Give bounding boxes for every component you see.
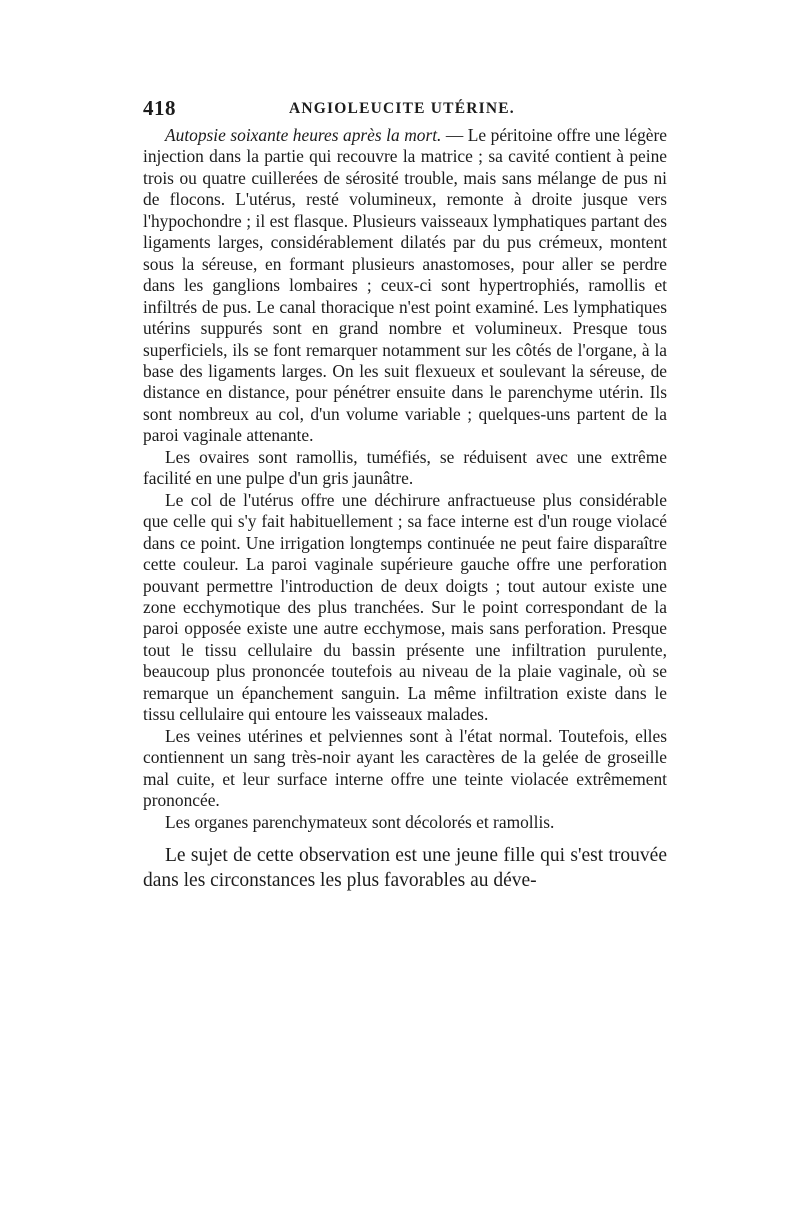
autopsy-lead-italic: Autopsie soixante heures après la mort. <box>165 125 442 145</box>
page-number: 418 <box>143 96 176 120</box>
body-text <box>143 125 667 893</box>
paragraph-veins: Les veines utérines et pelviennes sont à l'état normal. Toutefois, elles contiennent un sang très-noir ayant les caractères de la gelée de groseille mal cuite, et leur surface interne offre une teinte violacée extrêmement prononcée. <box>143 725 667 811</box>
paragraph-observation: Le sujet de cette observation est une jeune fille qui s'est trouvée dans les circonstances les plus favorables au déve- <box>143 844 667 891</box>
paragraph-autopsy <box>143 125 667 447</box>
running-header <box>143 96 667 120</box>
autopsy-text: — Le péritoine offre une légère injection dans la partie qui recouvre la matrice ; sa cavité contient à peine trois ou quatre cuillerées de sérosité trouble, mais sans mélange de pus ni de flocons. L'utérus, resté volumineux, remonte à droite jusque vers l'hypochondre ; il est flasque. Plusieurs vaisseaux lymphatiques partant des ligaments larges, considérablement dilatés par du pus crémeux, montent sous la séreuse, en formant plusieurs anastomoses, pour aller se perdre dans les ganglions lombaires ; ceux-ci sont hypertrophiés, ramollis et infiltrés de pus. Le canal thoracique n'est point examiné. Les lymphatiques utérins suppurés sont en grand nombre et volumineux. Presque tous superficiels, ils se font remarquer notamment sur les côtés de l'organe, à la base des ligaments larges. On les suit flexueux et soulevant la séreuse, de distance en distance, pour pénétrer ensuite dans le parenchyme utérin. Ils sont nombreux au col, d'un volume variable ; quelques-uns partent de la paroi vaginale attenante. <box>143 125 667 446</box>
running-title: ANGIOLEUCITE UTÉRINE. <box>289 100 515 117</box>
paragraph-ovaries: Les ovaires sont ramollis, tuméfiés, se réduisent avec une extrême facilité en une pulpe d'un gris jaunâtre. <box>143 446 667 489</box>
paragraph-organs: Les organes parenchymateux sont décolorés et ramollis. <box>165 811 555 832</box>
paragraph-cervix: Le col de l'utérus offre une déchirure anfractueuse plus considérable que celle qui s'y fait habituellement ; sa face interne est d'un rouge violacé dans ce point. Une irrigation longtemps continuée ne peut faire disparaître cette couleur. La paroi vaginale supérieure gauche offre une perforation pouvant permettre l'introduction de deux doigts ; tout autour existe une zone ecchymotique des plus tranchées. Sur le point correspondant de la paroi opposée existe une autre ecchymose, mais sans perforation. Presque tout le tissu cellulaire du bassin présente une infiltration purulente, beaucoup plus prononcée toutefois au niveau de la plaie vaginale, où se remarque un épanchement sanguin. La même infiltration existe dans le tissu cellulaire qui entoure les vaisseaux malades. <box>143 489 667 725</box>
